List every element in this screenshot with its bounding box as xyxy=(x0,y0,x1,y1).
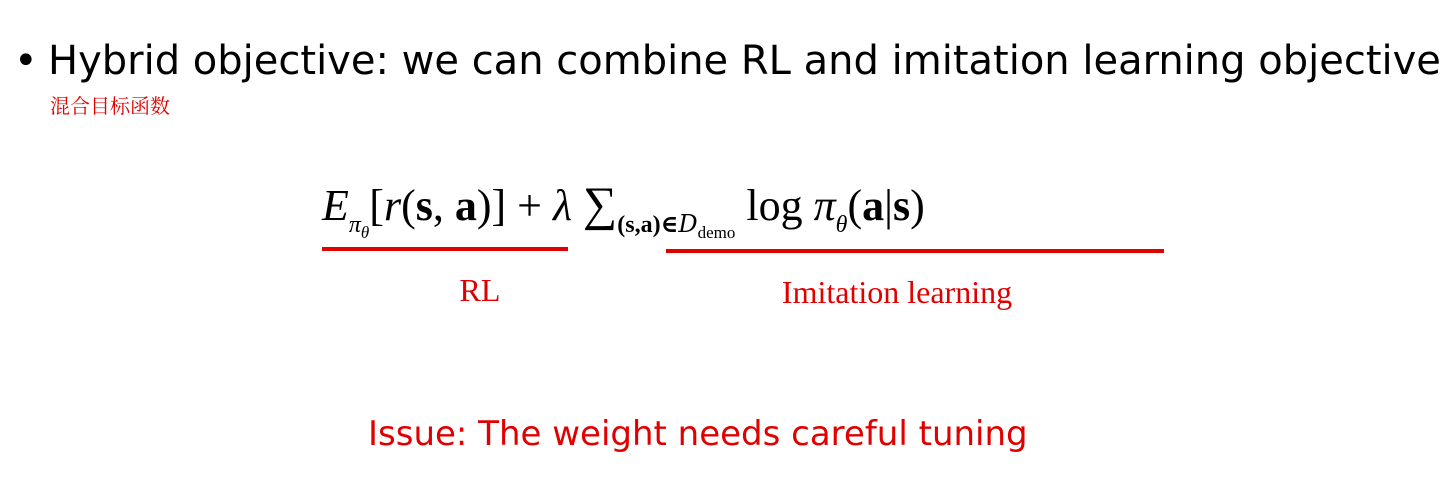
policy-theta: θ xyxy=(835,212,848,238)
sum-symbol: ∑ xyxy=(583,178,618,231)
state-symbol: s xyxy=(415,181,433,230)
expectation-symbol: E xyxy=(322,181,349,230)
log-operator: log xyxy=(735,181,814,230)
imitation-term-underline xyxy=(666,249,1164,253)
imitation-learning-label: Imitation learning xyxy=(781,274,1013,310)
close-bracket: ] xyxy=(491,181,507,230)
rl-term-underline xyxy=(322,247,568,251)
chinese-subtitle: 混合目标函数 xyxy=(50,94,170,118)
open-bracket: [ xyxy=(369,181,384,230)
plus-sign: + xyxy=(506,181,553,230)
policy-pi: π xyxy=(813,181,836,230)
action-symbol: a xyxy=(454,181,477,230)
bullet-text: Hybrid objective: we can combine RL and imitation learning objective xyxy=(48,38,1441,84)
issue-note: Issue: The weight needs careful tuning xyxy=(368,414,1028,454)
reward-symbol: r xyxy=(383,181,402,230)
bullet-dot: • xyxy=(14,38,38,84)
sum-subscript: (s,a)∈Ddemo xyxy=(617,210,736,242)
lambda-weight: λ xyxy=(552,181,584,230)
rl-label: RL xyxy=(459,272,501,308)
bullet-line xyxy=(14,36,1441,86)
expectation-subscript: πθ xyxy=(348,212,370,242)
hybrid-objective-formula: $E_{\pi_\theta}[r(s$, a)] + λ $\sum_{(s,a)\in D_{demo}}$ $\log \pi_\theta(a|s)$ xyxy=(322,178,925,242)
